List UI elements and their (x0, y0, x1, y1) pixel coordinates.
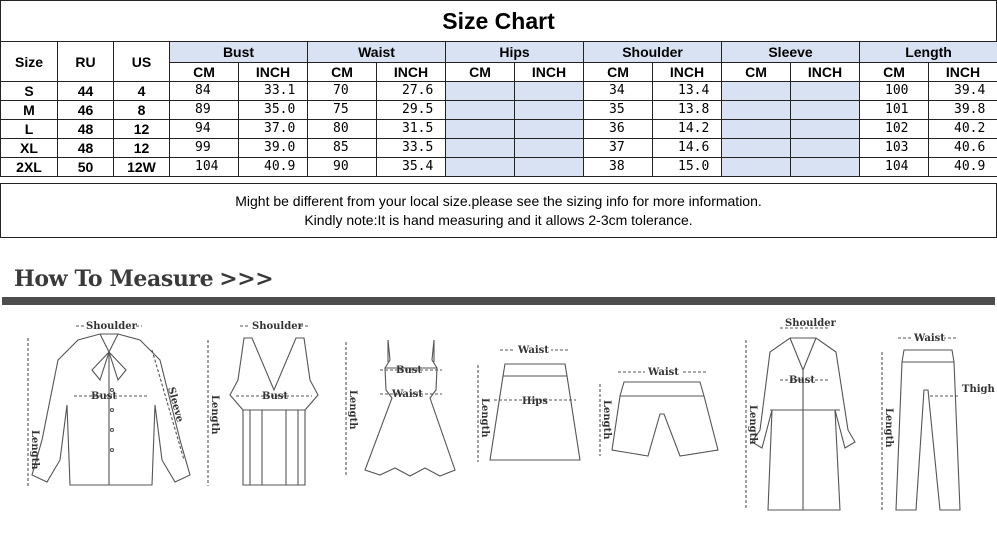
label-bust: Bust (789, 375, 815, 386)
page-title: Size Chart (0, 0, 997, 42)
cell-empty (791, 101, 860, 120)
label-shoulder: Shoulder (86, 321, 137, 332)
cell-length-in: 39.8 (929, 101, 997, 120)
cell-us: 8 (114, 101, 170, 120)
cell-shoulder-in: 14.6 (653, 139, 722, 158)
unit-cm: CM (446, 63, 515, 82)
cell-empty (722, 82, 791, 101)
cell-waist-in: 27.6 (377, 82, 446, 101)
size-table (0, 41, 997, 177)
cell-bust-in: 37.0 (239, 120, 308, 139)
cell-ru: 44 (58, 82, 114, 101)
col-group-sleeve: Sleeve (722, 42, 860, 63)
table-row (1, 82, 997, 101)
note-line-2: Kindly note:It is hand measuring and it allows 2-3cm tolerance. (304, 211, 693, 228)
label-length: Length (347, 390, 358, 430)
dress-illustration (346, 340, 455, 476)
cell-empty (722, 158, 791, 177)
label-length: Length (883, 408, 894, 448)
col-size: Size (1, 42, 58, 82)
label-bust: Bust (262, 391, 288, 402)
cell-size: L (1, 120, 58, 139)
cell-bust-in: 40.9 (239, 158, 308, 177)
cell-bust-cm: 94 (170, 120, 239, 139)
cell-ru: 46 (58, 101, 114, 120)
cell-empty (515, 139, 584, 158)
cell-shoulder-cm: 38 (584, 158, 653, 177)
cell-ru: 48 (58, 120, 114, 139)
cell-empty (446, 139, 515, 158)
cell-empty (515, 158, 584, 177)
cell-length-in: 39.4 (929, 82, 997, 101)
cell-bust-cm: 89 (170, 101, 239, 120)
unit-inch: INCH (791, 63, 860, 82)
cell-empty (515, 120, 584, 139)
cell-bust-cm: 99 (170, 139, 239, 158)
tank-top-illustration (208, 319, 318, 486)
unit-cm: CM (722, 63, 791, 82)
cell-size: S (1, 82, 58, 101)
col-group-bust: Bust (170, 42, 308, 63)
shorts-illustration (600, 365, 718, 456)
label-waist: Waist (392, 389, 423, 400)
cell-shoulder-cm: 36 (584, 120, 653, 139)
cell-length-cm: 103 (860, 139, 929, 158)
label-shoulder: Shoulder (252, 321, 303, 332)
cell-us: 12 (114, 139, 170, 158)
cell-waist-cm: 70 (308, 82, 377, 101)
cell-bust-in: 35.0 (239, 101, 308, 120)
label-thigh: Thigh (962, 384, 995, 395)
col-group-length: Length (860, 42, 997, 63)
col-ru: RU (58, 42, 114, 82)
cell-waist-in: 31.5 (377, 120, 446, 139)
unit-inch: INCH (239, 63, 308, 82)
triple-arrow-icon: >>> (219, 266, 274, 292)
cell-bust-cm: 84 (170, 82, 239, 101)
cell-empty (446, 158, 515, 177)
section-divider (2, 297, 995, 305)
cell-ru: 48 (58, 139, 114, 158)
blouse-illustration (28, 319, 190, 486)
col-group-shoulder: Shoulder (584, 42, 722, 63)
cell-shoulder-in: 15.0 (653, 158, 722, 177)
label-length: Length (747, 405, 758, 445)
label-sleeve: Sleeve (165, 385, 186, 424)
how-to-measure-title: How To Measure (14, 266, 214, 292)
cell-empty (791, 82, 860, 101)
cell-waist-cm: 85 (308, 139, 377, 158)
cell-shoulder-in: 13.8 (653, 101, 722, 120)
cell-empty (446, 101, 515, 120)
cell-bust-cm: 104 (170, 158, 239, 177)
cell-shoulder-in: 14.2 (653, 120, 722, 139)
unit-cm: CM (584, 63, 653, 82)
cell-bust-in: 39.0 (239, 139, 308, 158)
label-waist: Waist (914, 333, 945, 344)
cell-empty (722, 139, 791, 158)
note-line-1: Might be different from your local size.please see the sizing info for more information. (235, 192, 762, 209)
cell-empty (446, 120, 515, 139)
unit-inch: INCH (929, 63, 997, 82)
cell-waist-in: 33.5 (377, 139, 446, 158)
label-shoulder: Shoulder (785, 318, 836, 329)
measure-illustrations (0, 310, 997, 556)
cell-shoulder-cm: 37 (584, 139, 653, 158)
label-length: Length (29, 430, 40, 470)
cell-size: 2XL (1, 158, 58, 177)
cell-shoulder-in: 13.4 (653, 82, 722, 101)
table-row (1, 101, 997, 120)
header-row-groups (1, 42, 997, 63)
cell-size: M (1, 101, 58, 120)
table-row (1, 139, 997, 158)
cell-waist-in: 35.4 (377, 158, 446, 177)
how-to-measure-heading (14, 266, 273, 292)
unit-inch: INCH (377, 63, 446, 82)
cell-shoulder-cm: 35 (584, 101, 653, 120)
cell-waist-cm: 75 (308, 101, 377, 120)
cell-empty (791, 139, 860, 158)
cell-us: 4 (114, 82, 170, 101)
cell-us: 12 (114, 120, 170, 139)
label-length: Length (601, 400, 612, 440)
table-row (1, 158, 997, 177)
unit-cm: CM (170, 63, 239, 82)
cell-length-cm: 104 (860, 158, 929, 177)
table-row (1, 120, 997, 139)
unit-cm: CM (308, 63, 377, 82)
cell-empty (515, 82, 584, 101)
cell-empty (446, 82, 515, 101)
unit-inch: INCH (653, 63, 722, 82)
cell-length-cm: 101 (860, 101, 929, 120)
coat-illustration (746, 318, 855, 510)
cell-waist-in: 29.5 (377, 101, 446, 120)
unit-cm: CM (860, 63, 929, 82)
cell-length-in: 40.6 (929, 139, 997, 158)
cell-ru: 50 (58, 158, 114, 177)
cell-empty (722, 120, 791, 139)
cell-length-cm: 100 (860, 82, 929, 101)
label-hips: Hips (522, 396, 548, 407)
col-group-hips: Hips (446, 42, 584, 63)
cell-shoulder-cm: 34 (584, 82, 653, 101)
trousers-illustration (882, 332, 996, 510)
cell-size: XL (1, 139, 58, 158)
skirt-illustration (478, 343, 580, 462)
label-length: Length (209, 395, 220, 435)
cell-length-cm: 102 (860, 120, 929, 139)
label-length: Length (479, 398, 490, 438)
cell-empty (791, 158, 860, 177)
label-bust: Bust (91, 391, 117, 402)
cell-empty (791, 120, 860, 139)
label-waist: Waist (648, 367, 679, 378)
cell-waist-cm: 90 (308, 158, 377, 177)
label-bust: Bust (396, 365, 422, 376)
cell-empty (515, 101, 584, 120)
cell-us: 12W (114, 158, 170, 177)
col-us: US (114, 42, 170, 82)
unit-inch: INCH (515, 63, 584, 82)
cell-bust-in: 33.1 (239, 82, 308, 101)
label-waist: Waist (518, 345, 549, 356)
cell-length-in: 40.2 (929, 120, 997, 139)
cell-length-in: 40.9 (929, 158, 997, 177)
col-group-waist: Waist (308, 42, 446, 63)
cell-waist-cm: 80 (308, 120, 377, 139)
cell-empty (722, 101, 791, 120)
notes-box (0, 183, 997, 238)
